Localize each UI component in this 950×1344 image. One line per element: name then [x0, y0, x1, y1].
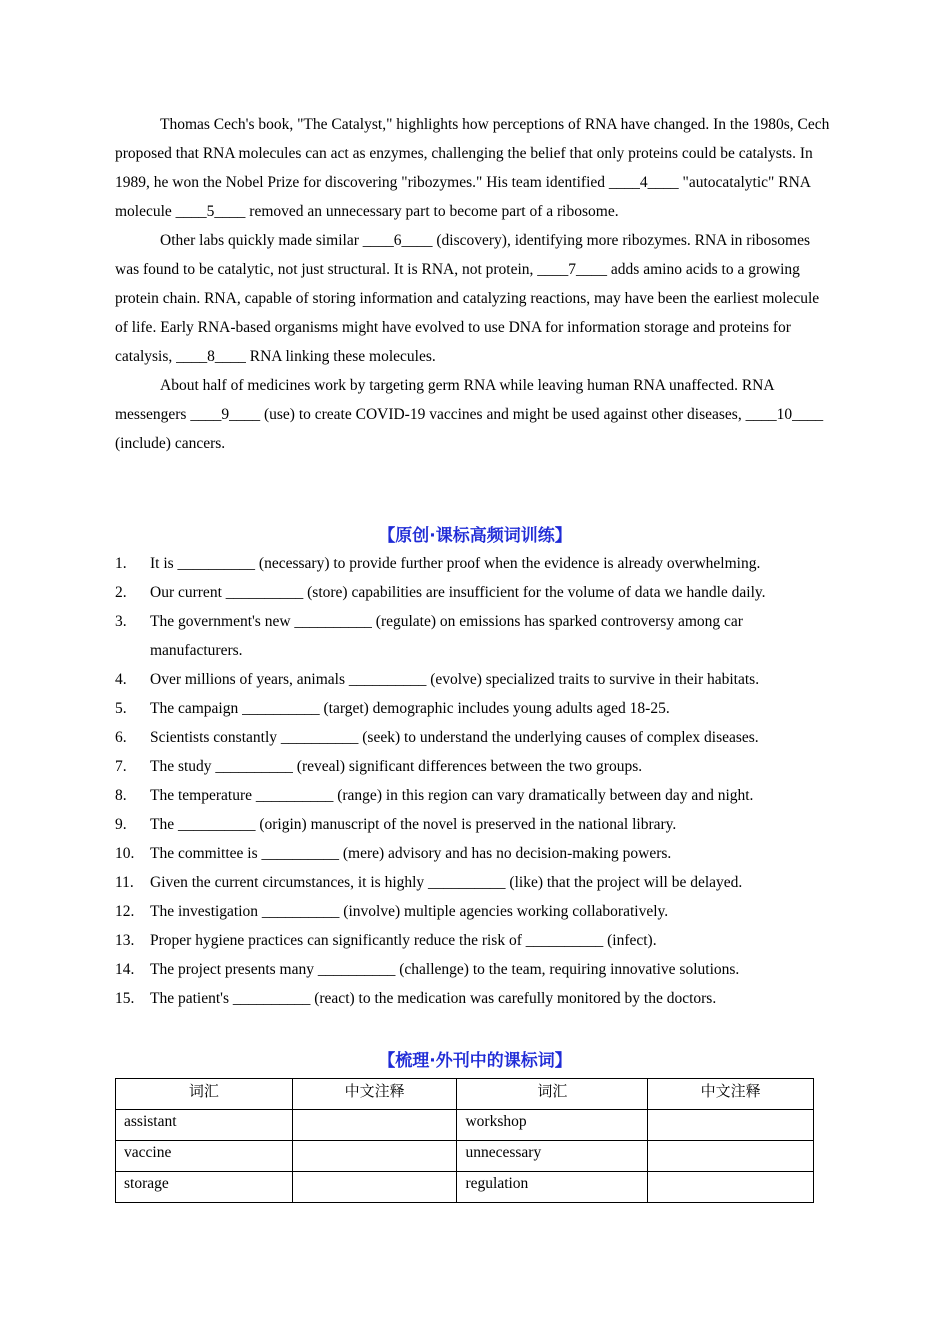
exercise-text: The project presents many __________ (challenge) to the team, requiring innovative solutions. — [150, 961, 740, 978]
exercise-item — [115, 868, 835, 897]
exercise-item — [115, 578, 835, 607]
reading-passage — [115, 110, 835, 458]
exercise-number: 6. — [115, 729, 127, 746]
vocab-row — [116, 1172, 814, 1203]
exercise-text: The __________ (origin) manuscript of the novel is preserved in the national library. — [150, 816, 677, 833]
vocab-meaning-cell — [292, 1141, 457, 1172]
exercise-item — [115, 694, 835, 723]
vocab-word-cell: storage — [116, 1172, 293, 1203]
exercise-item — [115, 607, 835, 665]
exercise-number: 8. — [115, 787, 127, 804]
vocab-word-cell: vaccine — [116, 1141, 293, 1172]
exercise-text: Given the current circumstances, it is highly __________ (like) that the project will be delayed. — [150, 874, 743, 891]
exercise-text: The government's new __________ (regulate) on emissions has sparked controversy among car manufacturers. — [150, 613, 743, 659]
vocab-word-cell: assistant — [116, 1110, 293, 1141]
vocab-word-cell: unnecessary — [457, 1141, 648, 1172]
exercise-item — [115, 781, 835, 810]
exercise-item — [115, 549, 835, 578]
passage-paragraph-3: About half of medicines work by targeting germ RNA while leaving human RNA unaffected. RNA messengers ____9____ (use) to create COVID-19 vaccines and might be used against other diseases, ____10____ (include) cancers. — [115, 377, 824, 452]
exercise-item — [115, 810, 835, 839]
vocab-meaning-cell — [648, 1141, 814, 1172]
exercise-number: 1. — [115, 555, 127, 572]
vocab-header-word: 词汇 — [116, 1079, 293, 1110]
exercise-item — [115, 984, 835, 1013]
vocab-header-row — [116, 1079, 814, 1110]
exercise-number: 7. — [115, 758, 127, 775]
exercise-number: 11. — [115, 874, 134, 891]
exercise-number: 15. — [115, 990, 135, 1007]
vocab-table — [115, 1078, 814, 1203]
exercise-number: 4. — [115, 671, 127, 688]
vocab-row — [116, 1141, 814, 1172]
exercise-item — [115, 955, 835, 984]
exercise-text: Scientists constantly __________ (seek) to understand the underlying causes of complex diseases. — [150, 729, 759, 746]
vocab-header-meaning: 中文注释 — [648, 1079, 814, 1110]
exercise-number: 10. — [115, 845, 135, 862]
vocab-meaning-cell — [292, 1110, 457, 1141]
vocab-header-word: 词汇 — [457, 1079, 648, 1110]
exercise-text: The temperature __________ (range) in this region can vary dramatically between day and night. — [150, 787, 754, 804]
exercise-text: The patient's __________ (react) to the medication was carefully monitored by the doctors. — [150, 990, 717, 1007]
exercise-number: 14. — [115, 961, 135, 978]
vocab-meaning-cell — [648, 1172, 814, 1203]
exercise-number: 5. — [115, 700, 127, 717]
exercise-text: Our current __________ (store) capabilities are insufficient for the volume of data we handle daily. — [150, 584, 766, 601]
vocab-word-cell: regulation — [457, 1172, 648, 1203]
exercise-text: The investigation __________ (involve) multiple agencies working collaboratively. — [150, 903, 669, 920]
exercise-number: 2. — [115, 584, 127, 601]
passage-paragraph-1: Thomas Cech's book, "The Catalyst," highlights how perceptions of RNA have changed. In the 1980s, Cech proposed that RNA molecules can act as enzymes, challenging the belief that only proteins could be catalysts. In 1989, he won the Nobel Prize for discovering "ribozymes." His team identified ____4____ "autocatalytic" RNA molecule ____5____ removed an unnecessary part to become part of a ribosome. — [115, 116, 830, 220]
exercise-number: 13. — [115, 932, 135, 949]
exercise-item — [115, 723, 835, 752]
exercise-item — [115, 897, 835, 926]
exercise-text: The campaign __________ (target) demographic includes young adults aged 18-25. — [150, 700, 670, 717]
vocab-row — [116, 1110, 814, 1141]
vocab-header-meaning: 中文注释 — [292, 1079, 457, 1110]
vocab-word-cell: workshop — [457, 1110, 648, 1141]
exercise-number: 9. — [115, 816, 127, 833]
vocab-meaning-cell — [648, 1110, 814, 1141]
exercise-item — [115, 926, 835, 955]
exercise-text: Proper hygiene practices can significantly reduce the risk of __________ (infect). — [150, 932, 657, 949]
exercise-number: 3. — [115, 613, 127, 630]
vocab-meaning-cell — [292, 1172, 457, 1203]
section-title-vocab-review: 【梳理·外刊中的课标词】 — [378, 1051, 572, 1071]
exercise-number: 12. — [115, 903, 135, 920]
exercise-text: The committee is __________ (mere) advisory and has no decision-making powers. — [150, 845, 672, 862]
passage-paragraph-2: Other labs quickly made similar ____6____ (discovery), identifying more ribozymes. RNA in ribosomes was found to be catalytic, not just structural. It is RNA, not protein, ____7____ adds amino acids to a growing protein chain. RNA, capable of storing information and catalyzing reactions, may have been the earliest molecule of life. Early RNA-based organisms might have evolved to use DNA for information storage and proteins for catalysis, ____8____ RNA linking these molecules. — [115, 232, 820, 365]
exercise-list — [115, 549, 835, 1013]
exercise-text: The study __________ (reveal) significant differences between the two groups. — [150, 758, 643, 775]
exercise-item — [115, 752, 835, 781]
section-title-vocab-training: 【原创·课标高频词训练】 — [378, 526, 572, 546]
exercise-text: Over millions of years, animals __________ (evolve) specialized traits to survive in their habitats. — [150, 671, 760, 688]
exercise-item — [115, 839, 835, 868]
exercise-text: It is __________ (necessary) to provide further proof when the evidence is already overwhelming. — [150, 555, 761, 572]
exercise-item — [115, 665, 835, 694]
